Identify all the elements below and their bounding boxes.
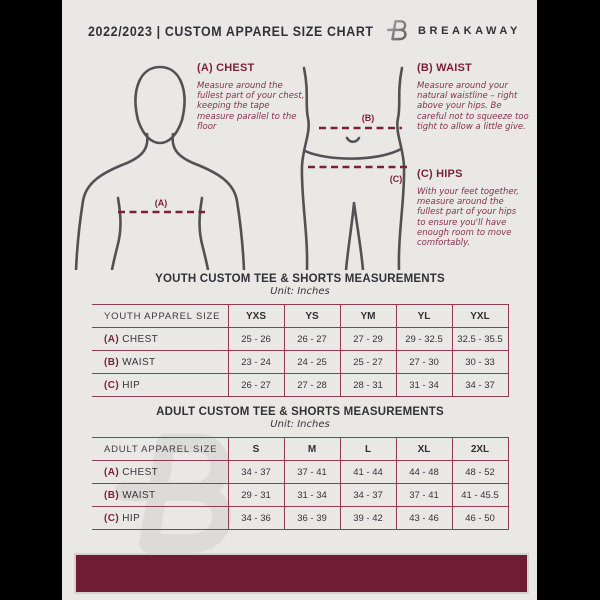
waistband-curve: [305, 149, 401, 159]
measurement-value-cell: 44 - 48: [396, 461, 452, 484]
row-label-text: HIP: [119, 512, 141, 524]
navel-mark: [347, 138, 359, 142]
table-row: [92, 351, 508, 374]
left-inner-arm-outline: [112, 198, 121, 270]
measurement-value-cell: 29 - 31: [228, 484, 284, 507]
measurement-value-cell: 43 - 46: [396, 507, 452, 530]
waist-section-text: Measure around your natural waistline – right above your hips. Be careful not to squeeze too tight to allow a little give.: [417, 81, 529, 132]
row-label-text: WAIST: [119, 356, 156, 368]
row-label-cell: [92, 507, 228, 530]
measurement-value-cell: 48 - 52: [452, 461, 508, 484]
table-row: [92, 328, 508, 351]
table-header-row: [92, 438, 508, 461]
row-prefix: (C): [104, 512, 120, 524]
size-chart-document: [62, 0, 537, 600]
row-prefix: (C): [104, 379, 120, 391]
adult-measurements-table: [92, 406, 508, 530]
row-label-cell: [92, 484, 228, 507]
column-header-cell: L: [340, 438, 396, 461]
size-header-cell: YOUTH APPAREL SIZE: [104, 310, 221, 322]
head-outline: [136, 67, 185, 143]
row-label-text: CHEST: [119, 466, 159, 478]
measurement-value-cell: 31 - 34: [284, 484, 340, 507]
measurement-value-cell: 23 - 24: [228, 351, 284, 374]
measurement-value-cell: 25 - 27: [340, 351, 396, 374]
measurement-value-cell: 34 - 36: [228, 507, 284, 530]
measurement-value-cell: 24 - 25: [284, 351, 340, 374]
chest-marker-label: (A): [154, 198, 168, 208]
measurement-value-cell: 37 - 41: [284, 461, 340, 484]
table-header-row: [92, 305, 508, 328]
waist-section-title: (B) WAIST: [417, 62, 472, 74]
measurement-value-cell: 32.5 - 35.5: [452, 328, 508, 351]
row-prefix: (B): [104, 489, 120, 501]
row-label-text: WAIST: [119, 489, 156, 501]
hips-marker-label: (C): [389, 174, 403, 184]
measurement-value-cell: 37 - 41: [396, 484, 452, 507]
inseam-lines: [346, 203, 363, 270]
chest-section-text: Measure around the fullest part of your chest, keeping the tape measure parallel to the floor: [197, 81, 305, 132]
footer-bar: [74, 553, 529, 594]
chest-instructions-section: [197, 62, 305, 132]
breakaway-logo-icon: [382, 17, 409, 44]
youth-size-table: [92, 304, 509, 397]
column-header-cell: M: [284, 438, 340, 461]
table-row: [92, 484, 508, 507]
column-header-cell: 2XL: [452, 438, 508, 461]
row-label-cell: [92, 328, 228, 351]
column-header-cell: YXS: [228, 305, 284, 328]
chest-section-title: (A) CHEST: [197, 62, 255, 74]
row-label-cell: [92, 374, 228, 397]
column-header-cell: YL: [396, 305, 452, 328]
row-prefix: (A): [104, 466, 120, 478]
right-shoulder-arm-outline: [173, 134, 244, 270]
measurement-value-cell: 28 - 31: [340, 374, 396, 397]
table-row: [92, 374, 508, 397]
right-hip-leg-outline: [397, 68, 404, 270]
waist-marker-label: (B): [361, 113, 375, 123]
measurement-value-cell: 27 - 28: [284, 374, 340, 397]
measurement-value-cell: 34 - 37: [452, 374, 508, 397]
row-label-text: HIP: [119, 379, 141, 391]
hips-section-title: (C) HIPS: [417, 168, 463, 180]
measurement-value-cell: 27 - 30: [396, 351, 452, 374]
right-inner-arm-outline: [200, 198, 209, 270]
row-prefix: (B): [104, 356, 120, 368]
measurement-value-cell: 34 - 37: [340, 484, 396, 507]
table-row: [92, 507, 508, 530]
measurement-value-cell: 41 - 45.5: [452, 484, 508, 507]
row-label-cell: [92, 351, 228, 374]
size-header-cell: ADULT APPAREL SIZE: [104, 443, 218, 455]
table-row: [92, 461, 508, 484]
youth-table-title: YOUTH CUSTOM TEE & SHORTS MEASUREMENTS: [155, 273, 445, 285]
row-label-cell: [92, 461, 228, 484]
lower-body-diagram: [295, 60, 415, 270]
hips-instructions-section: [417, 168, 521, 248]
brand-block: [382, 17, 521, 44]
left-shoulder-arm-outline: [76, 134, 147, 270]
adult-table-title: ADULT CUSTOM TEE & SHORTS MEASUREMENTS: [156, 406, 444, 418]
measurement-value-cell: 25 - 26: [228, 328, 284, 351]
measurement-value-cell: 30 - 33: [452, 351, 508, 374]
row-prefix: (A): [104, 333, 120, 345]
measurement-value-cell: 26 - 27: [284, 328, 340, 351]
adult-table-unit: Unit: Inches: [270, 419, 330, 430]
youth-table-unit: Unit: Inches: [270, 286, 330, 297]
measurement-value-cell: 46 - 50: [452, 507, 508, 530]
column-header-cell: YM: [340, 305, 396, 328]
youth-measurements-table: [92, 273, 508, 397]
row-label-text: CHEST: [119, 333, 159, 345]
measurement-value-cell: 26 - 27: [228, 374, 284, 397]
adult-size-table: [92, 437, 509, 530]
hips-section-text: With your feet together, measure around the fullest part of your hips to ensure you'll have enough room to move comfortably.: [417, 187, 520, 248]
measurement-value-cell: 39 - 42: [340, 507, 396, 530]
measurement-value-cell: 36 - 39: [284, 507, 340, 530]
measurement-value-cell: 27 - 29: [340, 328, 396, 351]
column-header-cell: XL: [396, 438, 452, 461]
measurement-value-cell: 29 - 32.5: [396, 328, 452, 351]
column-header-cell: YS: [284, 305, 340, 328]
column-header-cell: S: [228, 438, 284, 461]
measurement-value-cell: 41 - 44: [340, 461, 396, 484]
document-title: 2022/2023 | CUSTOM APPAREL SIZE CHART: [88, 24, 374, 39]
column-header-cell: YXL: [452, 305, 508, 328]
measurement-value-cell: 31 - 34: [396, 374, 452, 397]
waist-instructions-section: [417, 62, 531, 132]
measurement-value-cell: 34 - 37: [228, 461, 284, 484]
brand-name: BREAKAWAY: [418, 24, 521, 37]
